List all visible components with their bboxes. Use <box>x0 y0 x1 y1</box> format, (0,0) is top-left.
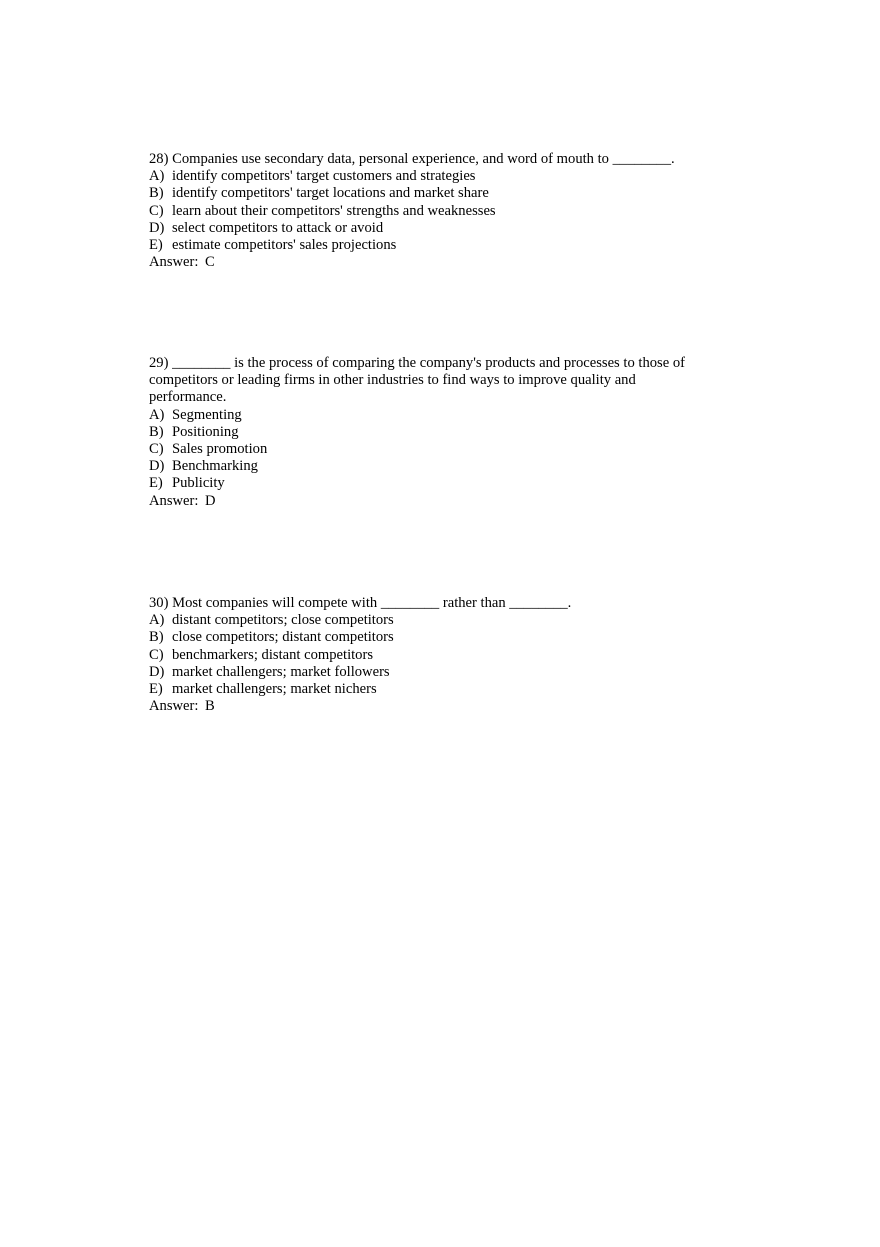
option-letter: E) <box>149 475 163 492</box>
option-c <box>149 647 709 664</box>
option-b <box>149 424 709 441</box>
option-text: Positioning <box>172 423 239 440</box>
answer-label: Answer: <box>149 698 199 715</box>
option-text: market challengers; market followers <box>172 663 390 680</box>
question-stem: 28) Companies use secondary data, personal experience, and word of mouth to ________. <box>149 151 675 167</box>
option-letter: E) <box>149 237 163 254</box>
option-letter: E) <box>149 681 163 698</box>
option-d <box>149 458 709 475</box>
option-letter: B) <box>149 629 164 646</box>
option-e <box>149 237 709 254</box>
answer-line <box>149 254 709 271</box>
option-text: Benchmarking <box>172 458 258 475</box>
option-text: learn about their competitors' strengths and weaknesses <box>172 202 496 219</box>
option-text: identify competitors' target locations and market share <box>172 185 489 202</box>
option-text: Segmenting <box>172 406 242 423</box>
option-text: market challengers; market nichers <box>172 681 377 698</box>
option-text: close competitors; distant competitors <box>172 629 394 646</box>
option-text: Publicity <box>172 475 225 492</box>
option-letter: A) <box>149 612 165 629</box>
question-30 <box>149 595 709 715</box>
question-stem: 30) Most companies will compete with ________ rather than ________. <box>149 595 572 611</box>
option-letter: C) <box>149 202 164 219</box>
option-text: distant competitors; close competitors <box>172 612 394 629</box>
answer-label: Answer: <box>149 254 199 271</box>
option-letter: B) <box>149 185 164 202</box>
option-a <box>149 612 709 629</box>
option-text: estimate competitors' sales projections <box>172 237 397 254</box>
option-letter: D) <box>149 219 165 236</box>
question-29 <box>149 355 709 510</box>
answer-value: C <box>205 254 215 271</box>
option-e <box>149 681 709 698</box>
option-d <box>149 220 709 237</box>
option-text: identify competitors' target customers and strategies <box>172 168 476 185</box>
option-text: benchmarkers; distant competitors <box>172 646 374 663</box>
option-a <box>149 407 709 424</box>
question-stem: 29) ________ is the process of comparing the company's products and processes to those of competitors or leading firms in other industries to find ways to improve quality and performance. <box>149 355 685 406</box>
option-letter: C) <box>149 646 164 663</box>
option-letter: A) <box>149 168 165 185</box>
option-e <box>149 475 709 492</box>
option-c <box>149 441 709 458</box>
answer-line <box>149 698 709 715</box>
option-letter: B) <box>149 423 164 440</box>
option-letter: A) <box>149 406 165 423</box>
answer-line <box>149 493 709 510</box>
option-letter: D) <box>149 458 165 475</box>
answer-value: D <box>205 492 216 509</box>
option-d <box>149 664 709 681</box>
option-b <box>149 185 709 202</box>
option-text: Sales promotion <box>172 441 268 458</box>
question-28 <box>149 151 709 271</box>
option-text: select competitors to attack or avoid <box>172 219 384 236</box>
option-a <box>149 168 709 185</box>
answer-value: B <box>205 698 215 715</box>
option-letter: D) <box>149 663 165 680</box>
option-c <box>149 203 709 220</box>
answer-label: Answer: <box>149 492 199 509</box>
option-b <box>149 629 709 646</box>
option-letter: C) <box>149 441 164 458</box>
